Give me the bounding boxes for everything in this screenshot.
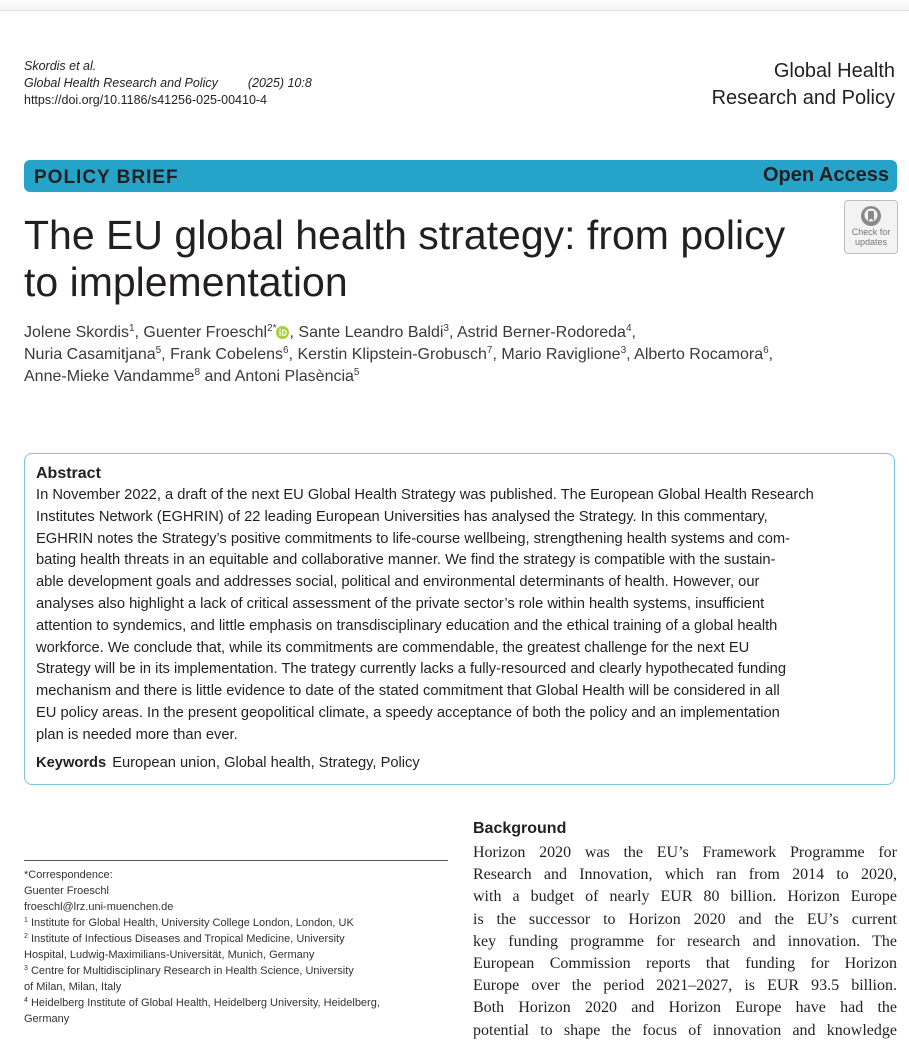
citation-block [24, 58, 312, 109]
abstract-line: attention to syndemics, and little emphasis on transdisciplinary education and the ethical training of a global health [36, 617, 778, 634]
affiliation-number: 3 [24, 965, 28, 972]
year-volume: (2025) 10:8 [247, 76, 312, 90]
author-short: Skordis et al. [24, 59, 97, 73]
background-line: Research and Innovation, which ran from 2014 to 2020, [473, 866, 897, 884]
author-list [24, 322, 894, 388]
author-name[interactable]: Mario Raviglione [501, 346, 621, 363]
separator: , [448, 324, 454, 341]
affiliation-item [24, 995, 448, 1011]
affiliation-text: Institute for Global Health, University College London, London, UK [30, 917, 354, 929]
background-body [473, 842, 897, 1042]
title-line1: The EU global health strategy: from policy [24, 212, 786, 258]
abstract-line: Institutes Network (EGHRIN) of 22 leading European Universities has analysed the Strategy. In this commentary, [36, 508, 768, 525]
abstract-line: bating health threats in an equitable and collaborative manner. We find the strategy is compatible with the sustain- [36, 552, 776, 569]
affiliation-marker: 5 [155, 345, 162, 356]
keywords-label: Keywords [36, 754, 107, 771]
abstract-line: Strategy will be in its implementation. The trategy currently lacks a fully-resourced and clearly hypothecated funding [36, 661, 786, 678]
author-name[interactable]: Anne-Mieke Vandamme [24, 368, 195, 385]
affiliation-marker: 7 [486, 345, 493, 356]
affiliation-text-cont: Germany [24, 1013, 70, 1025]
background-line: Europe over the period 2021–2027, is EUR 93.5 billion. [473, 977, 897, 995]
affiliation-number: 1 [24, 917, 28, 924]
affiliation-text: Centre for Multidisciplinary Research in Health Science, University [30, 965, 354, 977]
affiliation-number: 4 [24, 997, 28, 1004]
article-title [24, 212, 824, 306]
separator: , [161, 346, 166, 363]
affiliation-marker: 4 [625, 323, 632, 334]
background-line: Both Horizon 2020 and Horizon Europe have had the [473, 999, 897, 1017]
keywords-row [36, 753, 883, 774]
background-line: key funding programme for research and innovation. The [473, 932, 897, 950]
journal-citation [24, 75, 312, 92]
affiliation-marker: 5 [353, 367, 360, 378]
separator: , [492, 346, 497, 363]
title-line2: to implementation [24, 259, 348, 305]
author-name[interactable]: Guenter Froeschl [143, 324, 268, 341]
background-line: potential to shape the focus of innovation and knowledge [473, 1021, 897, 1039]
background-heading: Background [473, 820, 567, 837]
affiliation-text-cont: Hospital, Ludwig-Maximilians-Universität, Munich, Germany [24, 949, 315, 961]
author-name[interactable]: Antoni Plasència [234, 368, 354, 385]
journal-name-line1: Global Health [773, 60, 895, 82]
author-line [24, 344, 894, 366]
author-line [24, 366, 894, 388]
abstract-line: analyses also highlight a lack of critical assessment of the private sector’s role within health systems, insufficient [36, 595, 765, 612]
check-updates-line2: updates [854, 237, 888, 247]
affiliation-marker: 2* [267, 323, 277, 334]
affiliation-text: Institute of Infectious Diseases and Tropical Medicine, University [30, 933, 345, 945]
affiliation-marker: 3 [443, 323, 449, 334]
top-edge [0, 0, 909, 11]
open-access-label: Open Access [763, 164, 889, 186]
author-name[interactable]: Nuria Casamitjana [24, 346, 156, 363]
check-updates-line1: Check for [851, 227, 891, 237]
abstract-line: EU policy areas. In the present geopolitical climate, a speedy acceptance of both the policy and an implementation [36, 704, 780, 721]
separator-and: and [204, 368, 232, 385]
author-name[interactable]: Frank Cobelens [170, 346, 284, 363]
abstract-line: EGHRIN notes the Strategy’s positive commitments to life-course wellbeing, strengthening health systems and com- [36, 530, 791, 547]
affiliation-item [24, 931, 448, 947]
correspondence-label: *Correspondence: [24, 869, 113, 881]
affiliation-marker: 6 [283, 345, 289, 356]
check-for-updates-badge[interactable] [844, 200, 898, 254]
journal-name-line2: Research and Policy [711, 87, 895, 109]
keywords-list: European union, Global health, Strategy, Policy [112, 754, 420, 771]
abstract-line: plan is needed more than ever. [36, 726, 238, 743]
author-name[interactable]: Kerstin Klipstein-Grobusch [297, 346, 487, 363]
separator: , [288, 346, 294, 363]
author-name[interactable]: Jolene Skordis [24, 324, 129, 341]
separator: , [768, 346, 774, 363]
author-name[interactable]: Astrid Berner-Rodoreda [456, 324, 626, 341]
separator: , [626, 346, 631, 363]
author-name[interactable]: Alberto Rocamora [634, 346, 764, 363]
abstract-line: In November 2022, a draft of the next EU Global Health Strategy was published. The European Global Health Research [36, 487, 814, 503]
orcid-icon[interactable] [276, 326, 289, 339]
article-type-banner [24, 160, 897, 192]
affiliation-item [24, 915, 448, 931]
separator: , [631, 324, 636, 341]
separator: , [134, 324, 139, 341]
author-name[interactable]: Sante Leandro Baldi [298, 324, 444, 341]
background-line: European Commission reports that funding for Horizon [473, 955, 897, 973]
abstract-body [36, 485, 883, 747]
affiliation-marker: 3 [620, 345, 627, 356]
bookmark-check-icon [860, 205, 882, 227]
background-line: Horizon 2020 was the EU’s Framework Programme for [473, 844, 897, 861]
affiliation-text: Heidelberg Institute of Global Health, Heidelberg University, Heidelberg, [30, 997, 380, 1009]
article-type-label: POLICY BRIEF [34, 167, 179, 188]
affiliation-marker: 6 [763, 345, 769, 356]
affiliation-item [24, 963, 448, 979]
abstract-heading: Abstract [36, 465, 101, 482]
correspondence-footnote [24, 860, 448, 1027]
correspondence-name: Guenter Froeschl [24, 885, 109, 897]
affiliation-text-cont: of Milan, Milan, Italy [24, 981, 122, 993]
correspondence-email[interactable]: froeschl@lrz.uni-muenchen.de [24, 901, 174, 913]
background-line: is the successor to Horizon 2020 and the EU’s current [473, 910, 897, 928]
abstract-line: able development goals and addresses social, political and environmental determinants of health. However, our [36, 574, 760, 591]
separator: , [289, 324, 294, 341]
abstract-box [24, 453, 895, 785]
abstract-line: mechanism and there is little evidence to date of the stated commitment that Global Health will be considered in all [36, 683, 780, 700]
affiliation-marker: 8 [194, 367, 201, 378]
author-line [24, 322, 894, 344]
journal-cite-name: Global Health Research and Policy [24, 76, 218, 90]
affiliation-marker: 1 [128, 323, 135, 334]
affiliation-number: 2 [24, 933, 28, 940]
doi-link[interactable]: https://doi.org/10.1186/s41256-025-00410-4 [24, 93, 268, 107]
background-line: with a budget of nearly EUR 80 billion. Horizon Europe [473, 888, 897, 906]
journal-name [712, 58, 895, 112]
abstract-line: workforce. We conclude that, while its commitments are commendable, the greatest challenge for the next EU [36, 639, 750, 656]
